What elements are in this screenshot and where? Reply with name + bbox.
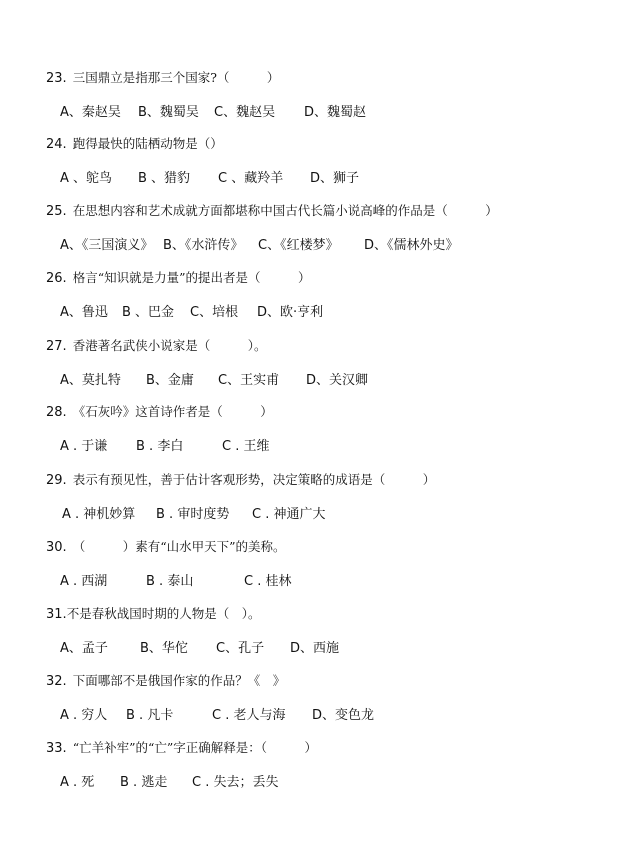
option-c: C、王实甫 <box>218 373 280 388</box>
option-a: A、孟子 <box>60 641 108 656</box>
question-stem <box>46 606 260 623</box>
question-text: 《石灰吟》这首诗作者是（ ） <box>72 404 273 419</box>
question-text: 格言“知识就是力量”的提出者是（ ） <box>72 270 311 285</box>
question-number: 27. <box>46 339 67 354</box>
options-row <box>0 573 640 593</box>
options-row <box>0 438 640 458</box>
question-number: 30. <box>46 540 67 555</box>
option-c: C、《红楼梦》 <box>258 238 339 253</box>
question-number: 26. <box>46 271 67 286</box>
options-row <box>0 237 640 257</box>
option-d: D、关汉卿 <box>306 373 369 388</box>
option-c: C、孔子 <box>216 641 265 656</box>
question-stem <box>46 136 223 153</box>
options-row <box>0 170 640 190</box>
option-b: B、华佗 <box>140 641 188 656</box>
question-number: 32. <box>46 674 67 689</box>
question-stem <box>46 539 285 556</box>
question-stem <box>46 270 310 287</box>
option-d: D、狮子 <box>310 171 360 186</box>
question-stem <box>46 740 317 757</box>
option-b: B . 凡卡 <box>126 708 174 723</box>
question-stem <box>46 404 273 421</box>
question-text: 不是春秋战国时期的人物是（ ）。 <box>66 606 261 621</box>
option-c: C、魏赵吴 <box>214 105 276 120</box>
option-c: C . 老人与海 <box>212 708 286 723</box>
question-text: 表示有预见性，善于估计客观形势，决定策略的成语是（ ） <box>72 472 436 487</box>
options-row <box>0 640 640 660</box>
option-c: C 、藏羚羊 <box>218 171 284 186</box>
option-b: B . 泰山 <box>146 574 194 589</box>
question-stem <box>46 673 285 690</box>
option-d: D、魏蜀赵 <box>304 105 367 120</box>
option-a: A 、鸵鸟 <box>60 171 113 186</box>
option-c: C . 神通广大 <box>252 507 326 522</box>
options-row <box>0 304 640 324</box>
option-a: A、《三国演义》 <box>60 238 154 253</box>
options-row <box>0 774 640 794</box>
option-b: B . 审时度势 <box>156 507 230 522</box>
question-number: 24. <box>46 137 67 152</box>
option-d: D、变色龙 <box>312 708 375 723</box>
question-text: 跑得最快的陆栖动物是（） <box>72 136 223 151</box>
options-row <box>0 506 640 526</box>
option-a: A、鲁迅 <box>60 305 108 320</box>
question-number: 25. <box>46 204 67 219</box>
question-text: “亡羊补牢”的“亡”字正确解释是：（ ） <box>72 740 317 755</box>
option-a: A . 神机妙算 <box>62 507 136 522</box>
option-b: B 、猎豹 <box>138 171 191 186</box>
option-a: A、莫扎特 <box>60 373 121 388</box>
question-stem <box>46 472 435 489</box>
question-text: 在思想内容和艺术成就方面都堪称中国古代长篇小说高峰的作品是（ ） <box>72 203 498 218</box>
option-b: B . 逃走 <box>120 775 168 790</box>
question-number: 23. <box>46 71 67 86</box>
option-a: A . 西湖 <box>60 574 108 589</box>
question-stem <box>46 70 279 87</box>
option-d: D、欧·亨利 <box>257 305 324 320</box>
question-text: 香港著名武侠小说家是（ ）。 <box>72 338 267 353</box>
question-stem <box>46 338 266 355</box>
question-text: （ ）素有“山水甲天下”的美称。 <box>72 539 286 554</box>
options-row <box>0 707 640 727</box>
question-number: 33. <box>46 741 67 756</box>
option-a: A、秦赵吴 <box>60 105 121 120</box>
option-c: C . 失去；丢失 <box>192 775 279 790</box>
option-a: A . 穷人 <box>60 708 108 723</box>
option-c: C、培根 <box>190 305 239 320</box>
options-row <box>0 372 640 392</box>
option-c: C . 桂林 <box>244 574 292 589</box>
option-d: D、《儒林外史》 <box>364 238 459 253</box>
option-a: A . 于谦 <box>60 439 108 454</box>
option-b: B . 李白 <box>136 439 184 454</box>
question-text: 下面哪部不是俄国作家的作品？《 》 <box>72 673 286 688</box>
option-b: B 、巴金 <box>122 305 175 320</box>
question-number: 29. <box>46 473 67 488</box>
option-c: C . 王维 <box>222 439 270 454</box>
question-text: 三国鼎立是指那三个国家?（ ） <box>72 70 280 85</box>
option-b: B、《水浒传》 <box>163 238 244 253</box>
option-a: A . 死 <box>60 775 95 790</box>
question-stem <box>46 203 498 220</box>
question-number: 31. <box>46 607 67 622</box>
option-b: B、魏蜀吴 <box>138 105 199 120</box>
question-number: 28. <box>46 405 67 420</box>
options-row <box>0 104 640 124</box>
option-b: B、金庸 <box>146 373 194 388</box>
option-d: D、西施 <box>290 641 340 656</box>
